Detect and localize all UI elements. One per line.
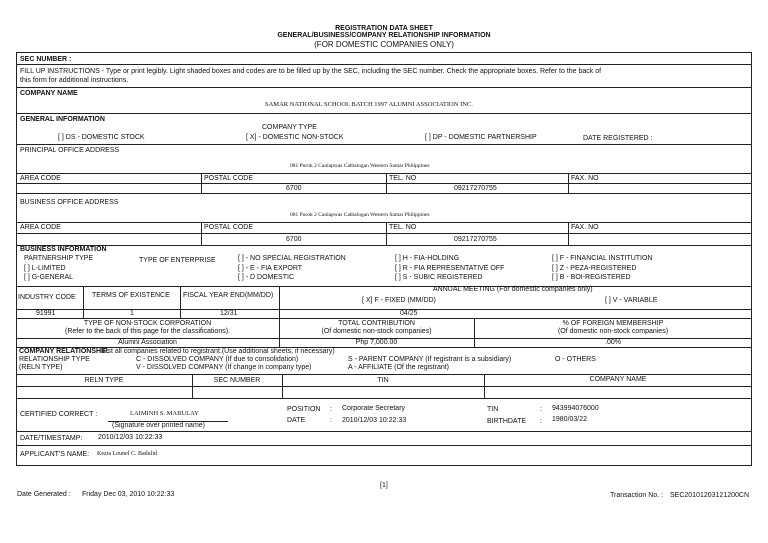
birthdate-label: BIRTHDATE [487, 418, 527, 425]
area-code-label: AREA CODE [20, 175, 61, 182]
ent-financial[interactable]: [ ] F - FINANCIAL INSTITUTION [552, 255, 653, 262]
col-reln-type: RELN TYPE [84, 377, 124, 384]
postal-code-value-2: 6700 [286, 236, 302, 243]
foreign-member-label: % OF FOREIGN MEMBERSHIP [562, 320, 664, 327]
birthdate-colon: : [540, 418, 542, 425]
fiscal-value: 12/31 [220, 310, 238, 317]
variable-option[interactable]: [ ] V - VARIABLE [605, 297, 658, 304]
company-type-label: COMPANY TYPE [262, 124, 317, 131]
date-value: 2010/12/03 10:22:33 [342, 417, 407, 424]
industry-code-value: 91991 [36, 310, 56, 317]
ent-fia-export[interactable]: [ ] - E - FIA EXPORT [238, 265, 303, 272]
parent-company: S - PARENT COMPANY (If registrant is a subsidiary) [348, 356, 512, 363]
ent-no-special[interactable]: [ ] - NO SPECIAL REGISTRATION [238, 255, 346, 262]
nonstock-corp-label: TYPE OF NON-STOCK CORPORATION [83, 320, 212, 327]
dp-option[interactable]: [ ] DP - DOMESTIC PARTNERSHIP [425, 134, 537, 141]
tel-no-label: TEL. NO [389, 175, 417, 182]
reln-type-label-2: (RELN TYPE) [19, 364, 63, 371]
instructions-line-2: this form for additional instructions. [20, 77, 129, 84]
ent-peza[interactable]: [ ] Z - PEZA-REGISTERED [552, 265, 637, 272]
term-value: 1 [130, 310, 134, 317]
fixed-option[interactable]: [ X] F - FIXED (MM/DD) [362, 297, 436, 304]
ds-option[interactable]: [ ] DS - DOMESTIC STOCK [58, 134, 145, 141]
annual-meeting-label: ANNUAL MEETING (For domestic companies only) [433, 286, 593, 293]
certified-label: CERTIFIED CORRECT : [20, 411, 98, 418]
form-scope: (FOR DOMESTIC COMPANIES ONLY) [314, 40, 454, 49]
reln-type-label-1: RELATIONSHIP TYPE [19, 356, 90, 363]
foreign-member-sub: (Of domestic non-stock companies) [557, 328, 669, 335]
fax-no-label: FAX. NO [571, 175, 599, 182]
tin-colon: : [540, 406, 542, 413]
form-title: REGISTRATION DATA SHEET [335, 25, 433, 32]
tel-no-label-2: TEL. NO [389, 224, 417, 231]
position-colon: : [330, 406, 332, 413]
tin-label: TIN [487, 406, 499, 413]
tel-value-2: 09217270755 [454, 236, 497, 243]
type-enterprise-label: TYPE OF ENTERPRISE [139, 257, 216, 264]
company-rel-text: List all companies related to registrant.(Use additional sheets, if necessary) [102, 348, 335, 355]
area-code-label-2: AREA CODE [20, 224, 61, 231]
position-label: POSITION [287, 406, 321, 413]
partnership-type-label: PARTNERSHIP TYPE [24, 255, 94, 262]
term-existence-label: TERMS OF EXISTENCE [92, 292, 170, 299]
timestamp-value: 2010/12/03 10:22:33 [98, 434, 163, 441]
col-company-name: COMPANY NAME [589, 376, 647, 383]
col-sec-number: SEC NUMBER [213, 377, 261, 384]
company-name-label: COMPANY NAME [20, 90, 78, 97]
sec-number-label: SEC NUMBER : [20, 56, 72, 63]
nonstock-corp-sub: (Refer to the back of this page for the classifications). [65, 328, 230, 335]
ent-fia-rep[interactable]: [ ] R - FIA REPRESENTATIVE OFF [395, 265, 505, 272]
annual-meeting-value: 04/25 [400, 310, 418, 317]
instructions-line-1: FILL UP INSTRUCTIONS - Type or print legibly. Light shaded boxes and codes are to be filled up by the SEC, including the SEC number. Check the appropriate boxes. Refer to the back of [20, 68, 602, 75]
position-value: Corporate Secretary [342, 405, 406, 412]
general-info-label: GENERAL INFORMATION [20, 116, 105, 123]
total-contrib-sub: (Of domestic non-stock companies) [321, 328, 432, 335]
business-address-value: 081 Purok 2 Canlapwas Catbalogan Western Samar Philippines [290, 212, 430, 218]
date-label: DATE [287, 417, 306, 424]
signatory-name: LAIMINH S. MABULAY [130, 410, 199, 417]
date-generated-label: Date Generated : [17, 491, 71, 498]
principal-address-value: 081 Purok 2 Canlapwas Catbalogan Western Samar Philippines [290, 163, 430, 169]
contrib-value: Php 7,000.00 [355, 339, 398, 346]
dissolved-c: C - DISSOLVED COMPANY (If due to consolidation) [136, 356, 299, 363]
dissolved-v: V - DISSOLVED COMPANY (If change in company type) [136, 364, 312, 371]
col-tin: TIN [377, 377, 389, 384]
industry-code-label: INDUSTRY CODE [18, 294, 76, 301]
birthdate-value: 1980/03/22 [552, 416, 588, 423]
g-general-option[interactable]: [ ] G-GENERAL [24, 274, 74, 281]
principal-office-label: PRINCIPAL OFFICE ADDRESS [20, 147, 120, 154]
business-office-label: BUSINESS OFFICE ADDRESS [20, 199, 119, 206]
signature-caption: (Signature over printed name) [112, 422, 205, 429]
ent-domestic[interactable]: [ ] - D DOMESTIC [238, 274, 294, 281]
foreign-value: .00% [605, 339, 621, 346]
tel-value: 09217270755 [454, 185, 497, 192]
transaction-label: Transaction No. : [610, 492, 664, 499]
l-limited-option[interactable]: [ ] L-LIMITED [24, 265, 66, 272]
page-number: [1] [380, 482, 388, 489]
timestamp-label: DATE/TIMESTAMP: [20, 435, 83, 442]
postal-code-value: 6700 [286, 185, 302, 192]
postal-code-label: POSTAL CODE [204, 175, 254, 182]
fax-no-label-2: FAX. NO [571, 224, 599, 231]
nonstock-value: Alumni Association [118, 339, 177, 346]
company-rel-label: COMPANY RELATIONSHIP. [19, 348, 109, 355]
tin-value: 943994076000 [552, 405, 599, 412]
date-registered-label: DATE REGISTERED : [583, 135, 653, 142]
date-generated-value: Friday Dec 03, 2010 10:22:33 [82, 491, 175, 498]
fiscal-year-label: FISCAL YEAR END(MM/DD) [183, 292, 274, 299]
others: O - OTHERS [555, 356, 596, 363]
postal-code-label-2: POSTAL CODE [204, 224, 254, 231]
company-name-value: SAMAR NATIONAL SCHOOL BATCH 1997 ALUMNI ASSOCIATION INC. [265, 101, 473, 108]
applicant-value: Kezia Lounel C. Badulid [97, 451, 157, 457]
date-colon: : [330, 417, 332, 424]
dn-option[interactable]: [ X] - DOMESTIC NON-STOCK [246, 134, 344, 141]
business-info-label: BUSINESS INFORMATION [20, 246, 107, 253]
form-subtitle: GENERAL/BUSINESS/COMPANY RELATIONSHIP INFORMATION [277, 32, 491, 39]
total-contrib-label: TOTAL CONTRIBUTION [338, 320, 415, 327]
ent-boi[interactable]: [ ] B - BOI-REGISTERED [552, 274, 631, 281]
applicant-label: APPLICANT'S NAME: [20, 451, 90, 458]
ent-subic[interactable]: [ ] S - SUBIC REGISTERED [395, 274, 483, 281]
affiliate: A - AFFILIATE (Of the registrant) [348, 364, 450, 371]
ent-fia-holding[interactable]: [ ] H - FIA-HOLDING [395, 255, 460, 262]
transaction-value: SEC20101203121200CN [670, 492, 750, 499]
